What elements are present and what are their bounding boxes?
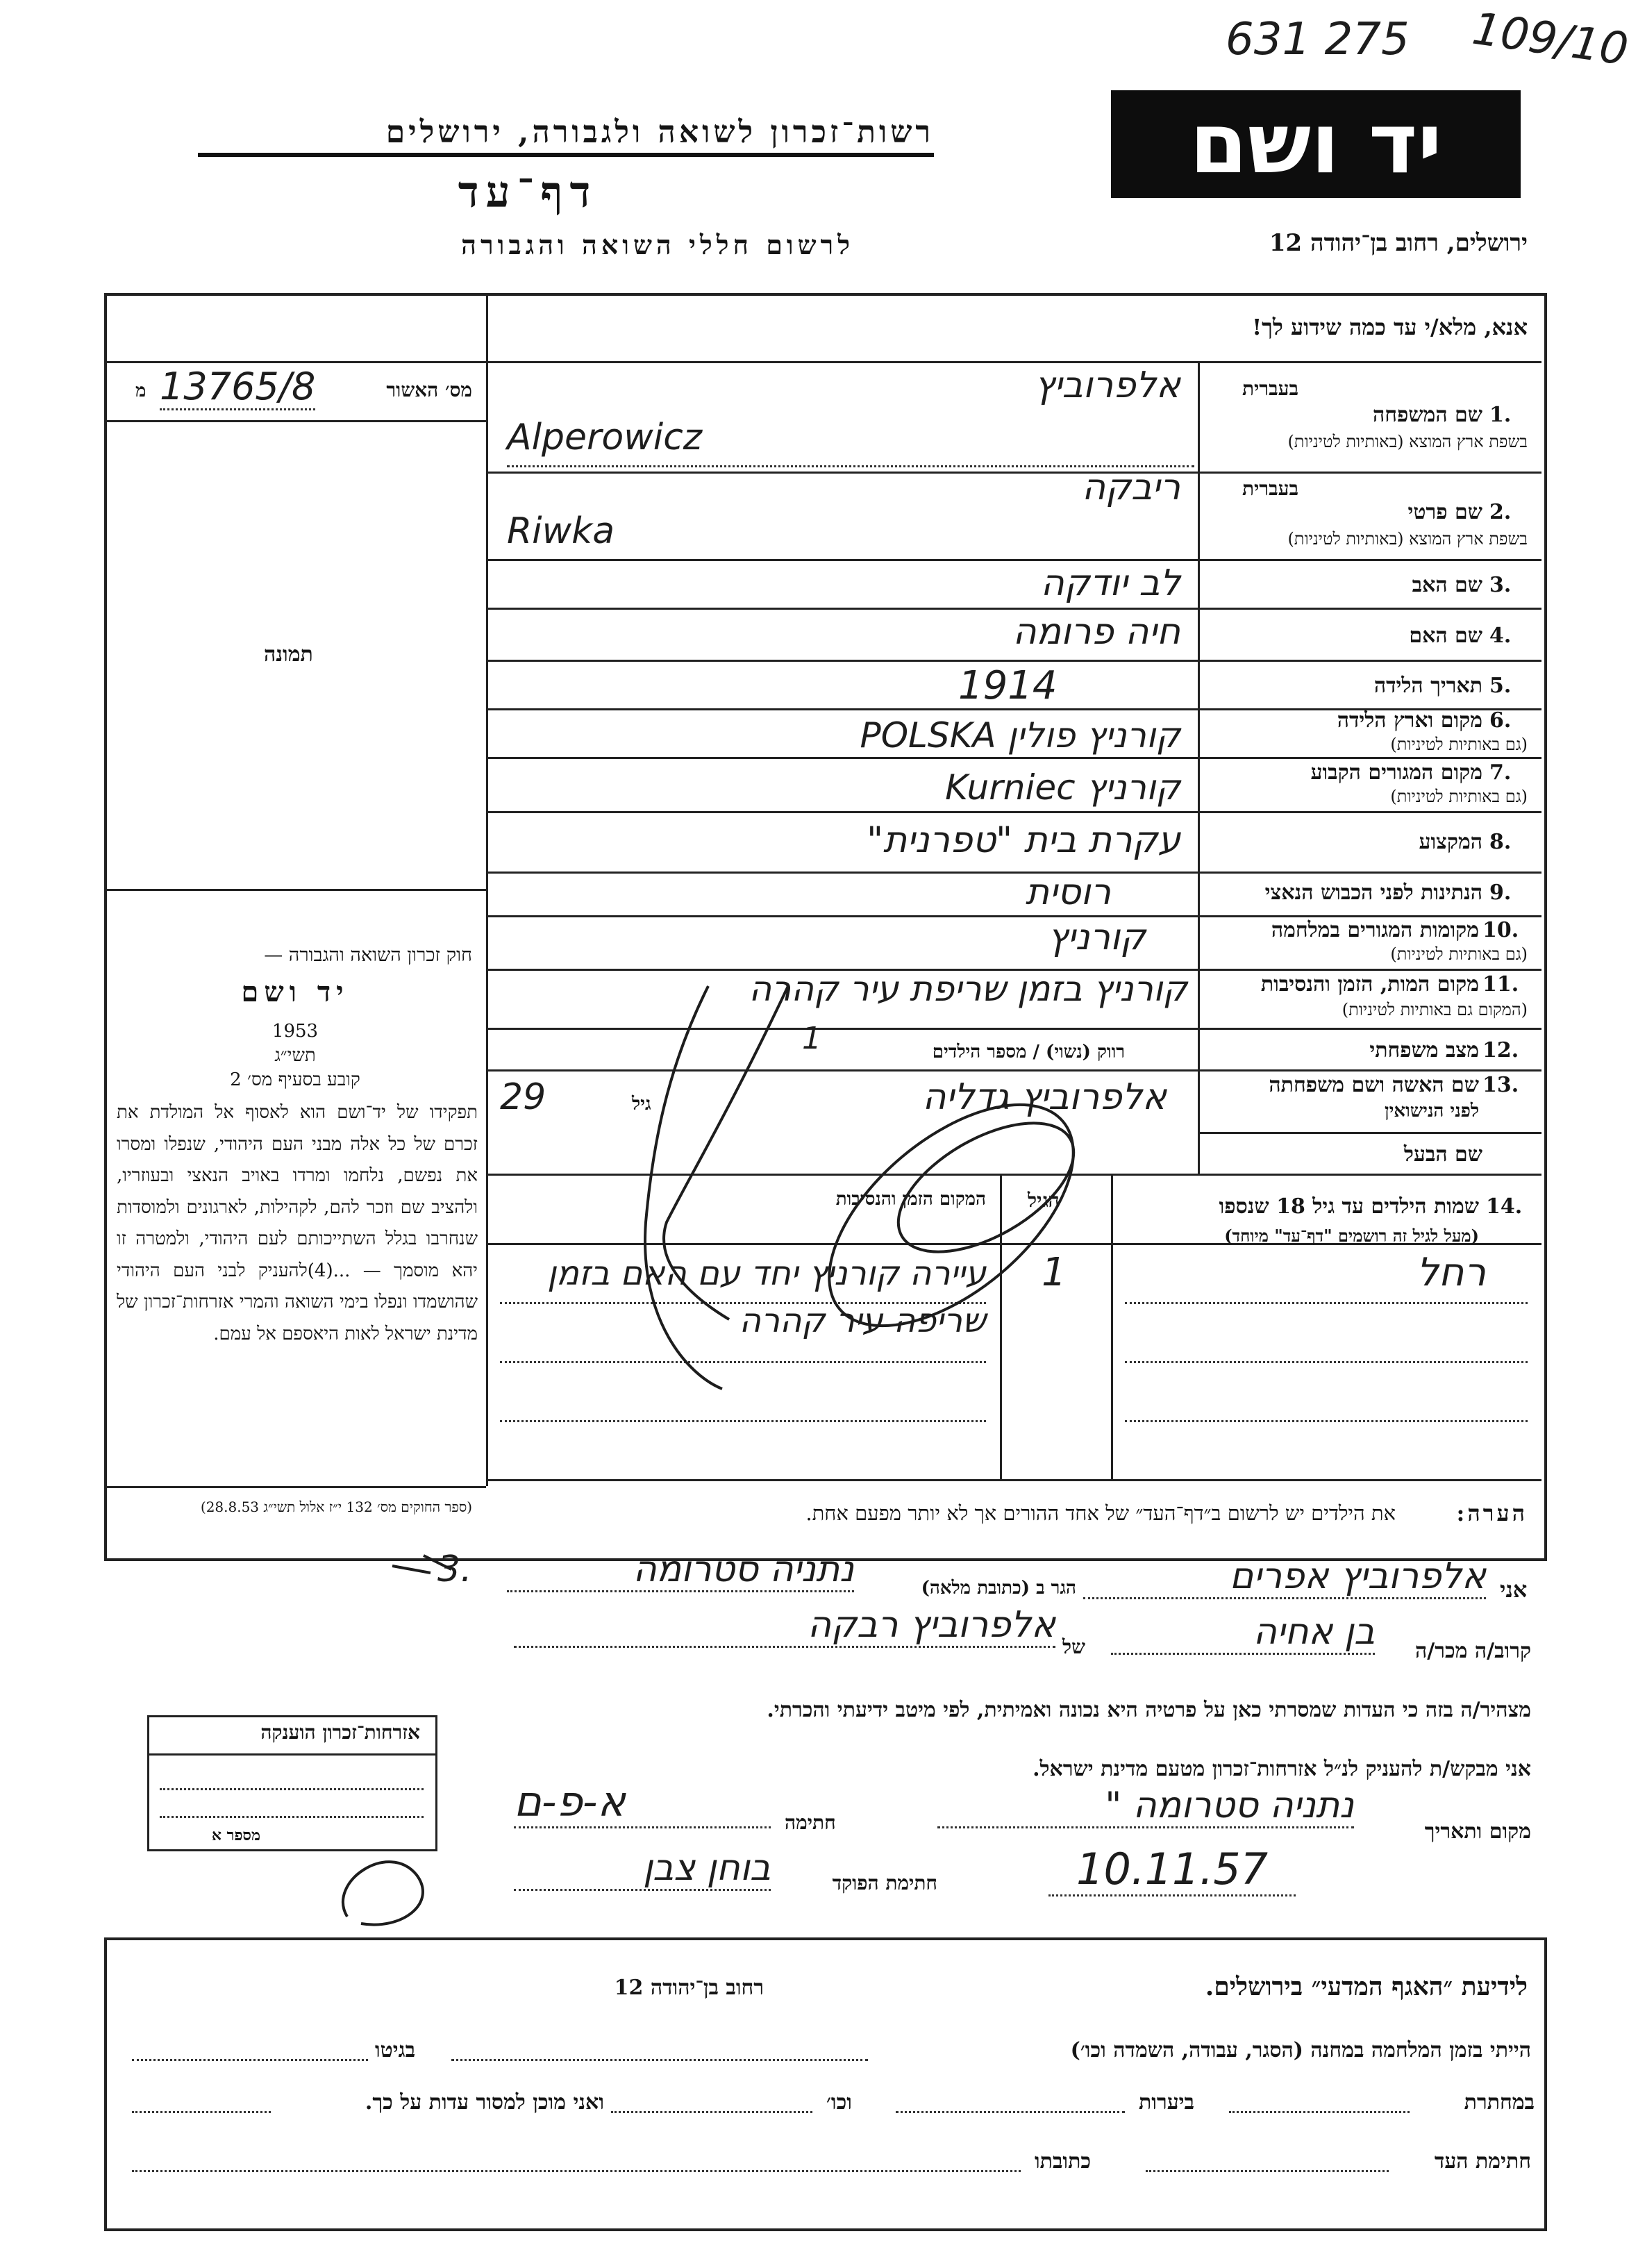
field-7-sub: (גם באותיות לטיניות) (1390, 787, 1528, 806)
field-9-number: 9. (1489, 881, 1512, 905)
place-value: נתניה סטרומה " (937, 1785, 1354, 1828)
declaration-text: מצהיר/ה בזה כי העדות שמסרתי כאן על פרטיה היא נכונה ואמיתית, לפי מיטב ידיעתי והכרתי. (767, 1698, 1531, 1722)
field-10-sub: (גם באותיות לטיניות) (1390, 944, 1528, 964)
field-3-number: 3. (1489, 573, 1512, 597)
signature-label: חתימה (785, 1811, 836, 1834)
field-4-number: 4. (1489, 624, 1512, 648)
info-etc-dots (611, 2111, 812, 2113)
of-value: אלפרוביץ רבקה (514, 1604, 1055, 1648)
law-year-heb: תשי״ג (274, 1045, 316, 1066)
place-date-label: מקום ותאריך (1424, 1819, 1531, 1844)
info-address: רחוב בן־יהודה 12 (614, 1976, 764, 2000)
ani-label: אני (1500, 1576, 1528, 1603)
declarant-address: נתניה סטרומה (507, 1549, 854, 1592)
field-10-label: מקומות המגורים במלחמה (1271, 918, 1479, 942)
field-3-value: לב יודקה (1040, 562, 1180, 604)
info-etc: וכו׳ (826, 2090, 852, 2115)
info-underground-dots (1229, 2111, 1410, 2113)
age-label: גיל (632, 1094, 651, 1115)
field-12-label: מצב משפחתי (1369, 1038, 1479, 1062)
info-title: לידיעת ״האגף המדעי״ בירושלים. (1205, 1972, 1528, 2001)
field-13-sub: לפני הנישואין (1384, 1101, 1479, 1122)
info-ready-dots (132, 2111, 271, 2113)
photo-label: תמונה (264, 642, 313, 667)
field-2-sub: בשפת ארץ המוצא (באותיות לטיניות) (1287, 529, 1528, 549)
field-2-label: שם פרטי (1407, 500, 1482, 524)
field-10-value: קורניץ (1048, 917, 1146, 958)
info-address-label: כתובתו (1035, 2149, 1092, 2174)
relation-value: בן אחיה (1111, 1611, 1375, 1655)
field-5-value: 1914 (958, 663, 1058, 708)
corner-fraction: 109/10 (1469, 3, 1632, 76)
info-underground: במחתרת (1464, 2090, 1535, 2115)
field-6-number: 6. (1489, 708, 1512, 733)
field-9-label: הנתינות לפני הכבוש הנאצי (1264, 881, 1482, 905)
note-label: הערה: (1456, 1500, 1528, 1526)
confirmation-number: 13765/8 (160, 365, 315, 410)
law-section: קובע בסעיף מס׳ 2 (230, 1069, 360, 1090)
side-mark: 3. (437, 1549, 472, 1590)
field-1-number: 1. (1489, 403, 1512, 427)
info-address-dots (132, 2170, 1021, 2172)
yad-vashem-logo: יד ושם (1111, 90, 1521, 198)
stroke-oval-1 (790, 1063, 1112, 1368)
field-10-number: 10. (1482, 918, 1519, 942)
child-place: עיירה קורניץ יחד עם האם בזמן שריפה עיר קהרה (547, 1254, 986, 1340)
declarant-name: אלפרוביץ אפרים (1083, 1556, 1486, 1599)
field-7-value: קורניץ Kurniec (945, 767, 1180, 808)
field-5-label: תאריך הלידה (1373, 674, 1482, 698)
field-7-number: 7. (1489, 760, 1512, 785)
confirmation-prefix: מ (135, 381, 147, 401)
stroke-curl (343, 1862, 423, 1924)
field-1-value: אלפרוביץ (1034, 365, 1180, 406)
info-forests: ביערות (1139, 2090, 1195, 2115)
officer-label: חתימת הפוקד (832, 1871, 937, 1894)
field-2-number: 2. (1489, 500, 1512, 524)
relation-label: קרוב/ה מכר/ה (1415, 1639, 1531, 1663)
field-1-label: שם המשפחה (1372, 403, 1482, 427)
law-title: חוק זכרון השואה והגבורה — (264, 944, 472, 966)
field-9-value: רוסית (1025, 872, 1111, 913)
info-ghetto: בגיטו (375, 2038, 416, 2062)
law-body: תפקידו של יד־ושם הוא לאסוף אל המולדת את זכרם של כל אלה מבני העם היהודי, שנפלו ומסרו את נפשם, נלחמו ומרדו באויב הנאצי ובעוזריו, ולהציב שם וזכר להם, לקהילות, לארגונים ולמוסדות שנחרבו בגלל השתייכותם לעם היהודי, ולמטרה זו יהא מוסמך — ...(4)להעניק לבני העם היהודי שהושמדו ונפלו בימי השואה והמרי אזרחות־זכרון של מדינת ישראל לאות היאספם אל עמם. (117, 1102, 478, 1344)
info-ghetto-dots (132, 2059, 368, 2061)
field-11-value: קורניץ בזמן שריפת עיר קהרה (749, 969, 1187, 1009)
field-14-number: 14. (1486, 1194, 1523, 1219)
field-2-value: ריבקה (1082, 467, 1180, 508)
field-13-number: 13. (1482, 1073, 1519, 1097)
field-8-label: המקצוע (1419, 830, 1482, 854)
field-7-label: מקום המגורים הקבוע (1310, 760, 1482, 785)
stroke-1 (664, 986, 788, 1319)
child-age: 1 (1042, 1250, 1067, 1295)
field-4-value: חיה פרומה (1012, 611, 1180, 653)
field-1-hebrew-tag: בעברית (1242, 377, 1298, 400)
request-line: אנא, מלא/י עד כמה שידוע לך! (1252, 314, 1528, 340)
field-11-number: 11. (1482, 972, 1519, 997)
field-12-number: 12. (1482, 1038, 1519, 1062)
field-11-label: מקום המות, הזמן והנסיבות (1260, 972, 1479, 997)
authority-title: רשות־זכרון לשואה ולגבורה, ירושלים (198, 115, 934, 157)
info-ready: ואני מוכן למסור עדות על כך. (365, 2090, 604, 2115)
field-2-latin: Riwka (507, 510, 615, 552)
field-3-label: שם האב (1412, 573, 1482, 597)
children-col-age: הגיל (1028, 1189, 1060, 1212)
certificate-title: אזרחות־זכרון הוענקה (260, 1721, 420, 1744)
field-4-label: שם האם (1409, 624, 1482, 648)
note-text: את הילדים יש לרשום ב״דף־העד״ של אחד ההורים אך לא יותר מפעם אחת. (805, 1501, 1396, 1525)
law-reference: (ספר החוקים מס׳ 132 י״ז אלול תשי״ג 28.8.53) (200, 1499, 472, 1515)
law-name: יד ושם (241, 976, 349, 1008)
request-text: אני מבקש/ת להעניק לנ״ל אזרחות־זכרון מטעם מדינת ישראל. (1033, 1757, 1531, 1781)
archive-number: 631 275 (1226, 14, 1410, 65)
stroke-arrow (392, 1556, 451, 1573)
field-6-value: קורניץ פולין POLSKA (860, 715, 1180, 756)
date-value: 10.11.57 (1048, 1844, 1296, 1896)
field-8-number: 8. (1489, 830, 1512, 854)
signature-value: א-פ-ם (514, 1778, 771, 1828)
form-title: דף־עד (458, 167, 598, 217)
field-6-sub: (גם באותיות לטיניות) (1390, 735, 1528, 754)
field-13-label: שם האשה ושם משפחתה (1269, 1073, 1479, 1097)
of-label: של (1062, 1635, 1085, 1658)
field-8-value: עקרת בית "טפרנית" (867, 819, 1180, 861)
confirmation-label: מס׳ האשור (386, 378, 472, 401)
info-line-1-dots (451, 2059, 868, 2061)
field-11-sub: (המקום גם באותיות לטיניות) (1342, 1000, 1528, 1019)
marital-status-options: רווק (נשוי) / מספר הילדים (932, 1042, 1125, 1062)
residing-label: הגר ב (כתובת מלאה) (921, 1578, 1076, 1599)
children-col-place: המקום הזמן והנסיבות (835, 1189, 986, 1210)
header-address: ירושלים, רחוב בן־יהודה 12 (1269, 229, 1528, 257)
field-1-sub: בשפת ארץ המוצא (באותיות לטיניות) (1287, 432, 1528, 451)
field-13-value: אלפרוביץ גדליה (922, 1076, 1167, 1118)
husband-label: שם הבעל (1403, 1142, 1482, 1167)
law-year: 1953 (271, 1021, 319, 1042)
stroke-oval-2 (878, 1097, 1094, 1278)
field-5-number: 5. (1489, 674, 1512, 698)
certificate-number: מספר א (211, 1826, 260, 1844)
child-name: רחל (1416, 1250, 1486, 1295)
info-witness-dots (1146, 2170, 1389, 2172)
field-6-label: מקום וארץ הלידה (1337, 708, 1482, 733)
form-subtitle: לרשום חללי השואה והגבורה (461, 229, 854, 260)
children-sub: (מעל לגיל זה רושמים "דף־עד" מיוחד) (1224, 1226, 1479, 1246)
field-2-hebrew-tag: בעברית (1242, 477, 1298, 500)
children-label: שמות הילדים עד גיל 18 שנספו (1219, 1194, 1479, 1219)
info-witness-sig: חתימת העד (1434, 2149, 1531, 2174)
info-line-1: הייתי בזמן המלחמה במחנה (הסגר, עבודה, השמדה וכו׳) (1070, 2038, 1531, 2062)
field-1-latin: Alperowicz (507, 417, 703, 458)
info-forests-dots (896, 2111, 1125, 2113)
children-count: 1 (802, 1021, 821, 1056)
officer-signature: בוחן צבן (514, 1847, 771, 1891)
age-value: 29 (500, 1076, 546, 1118)
